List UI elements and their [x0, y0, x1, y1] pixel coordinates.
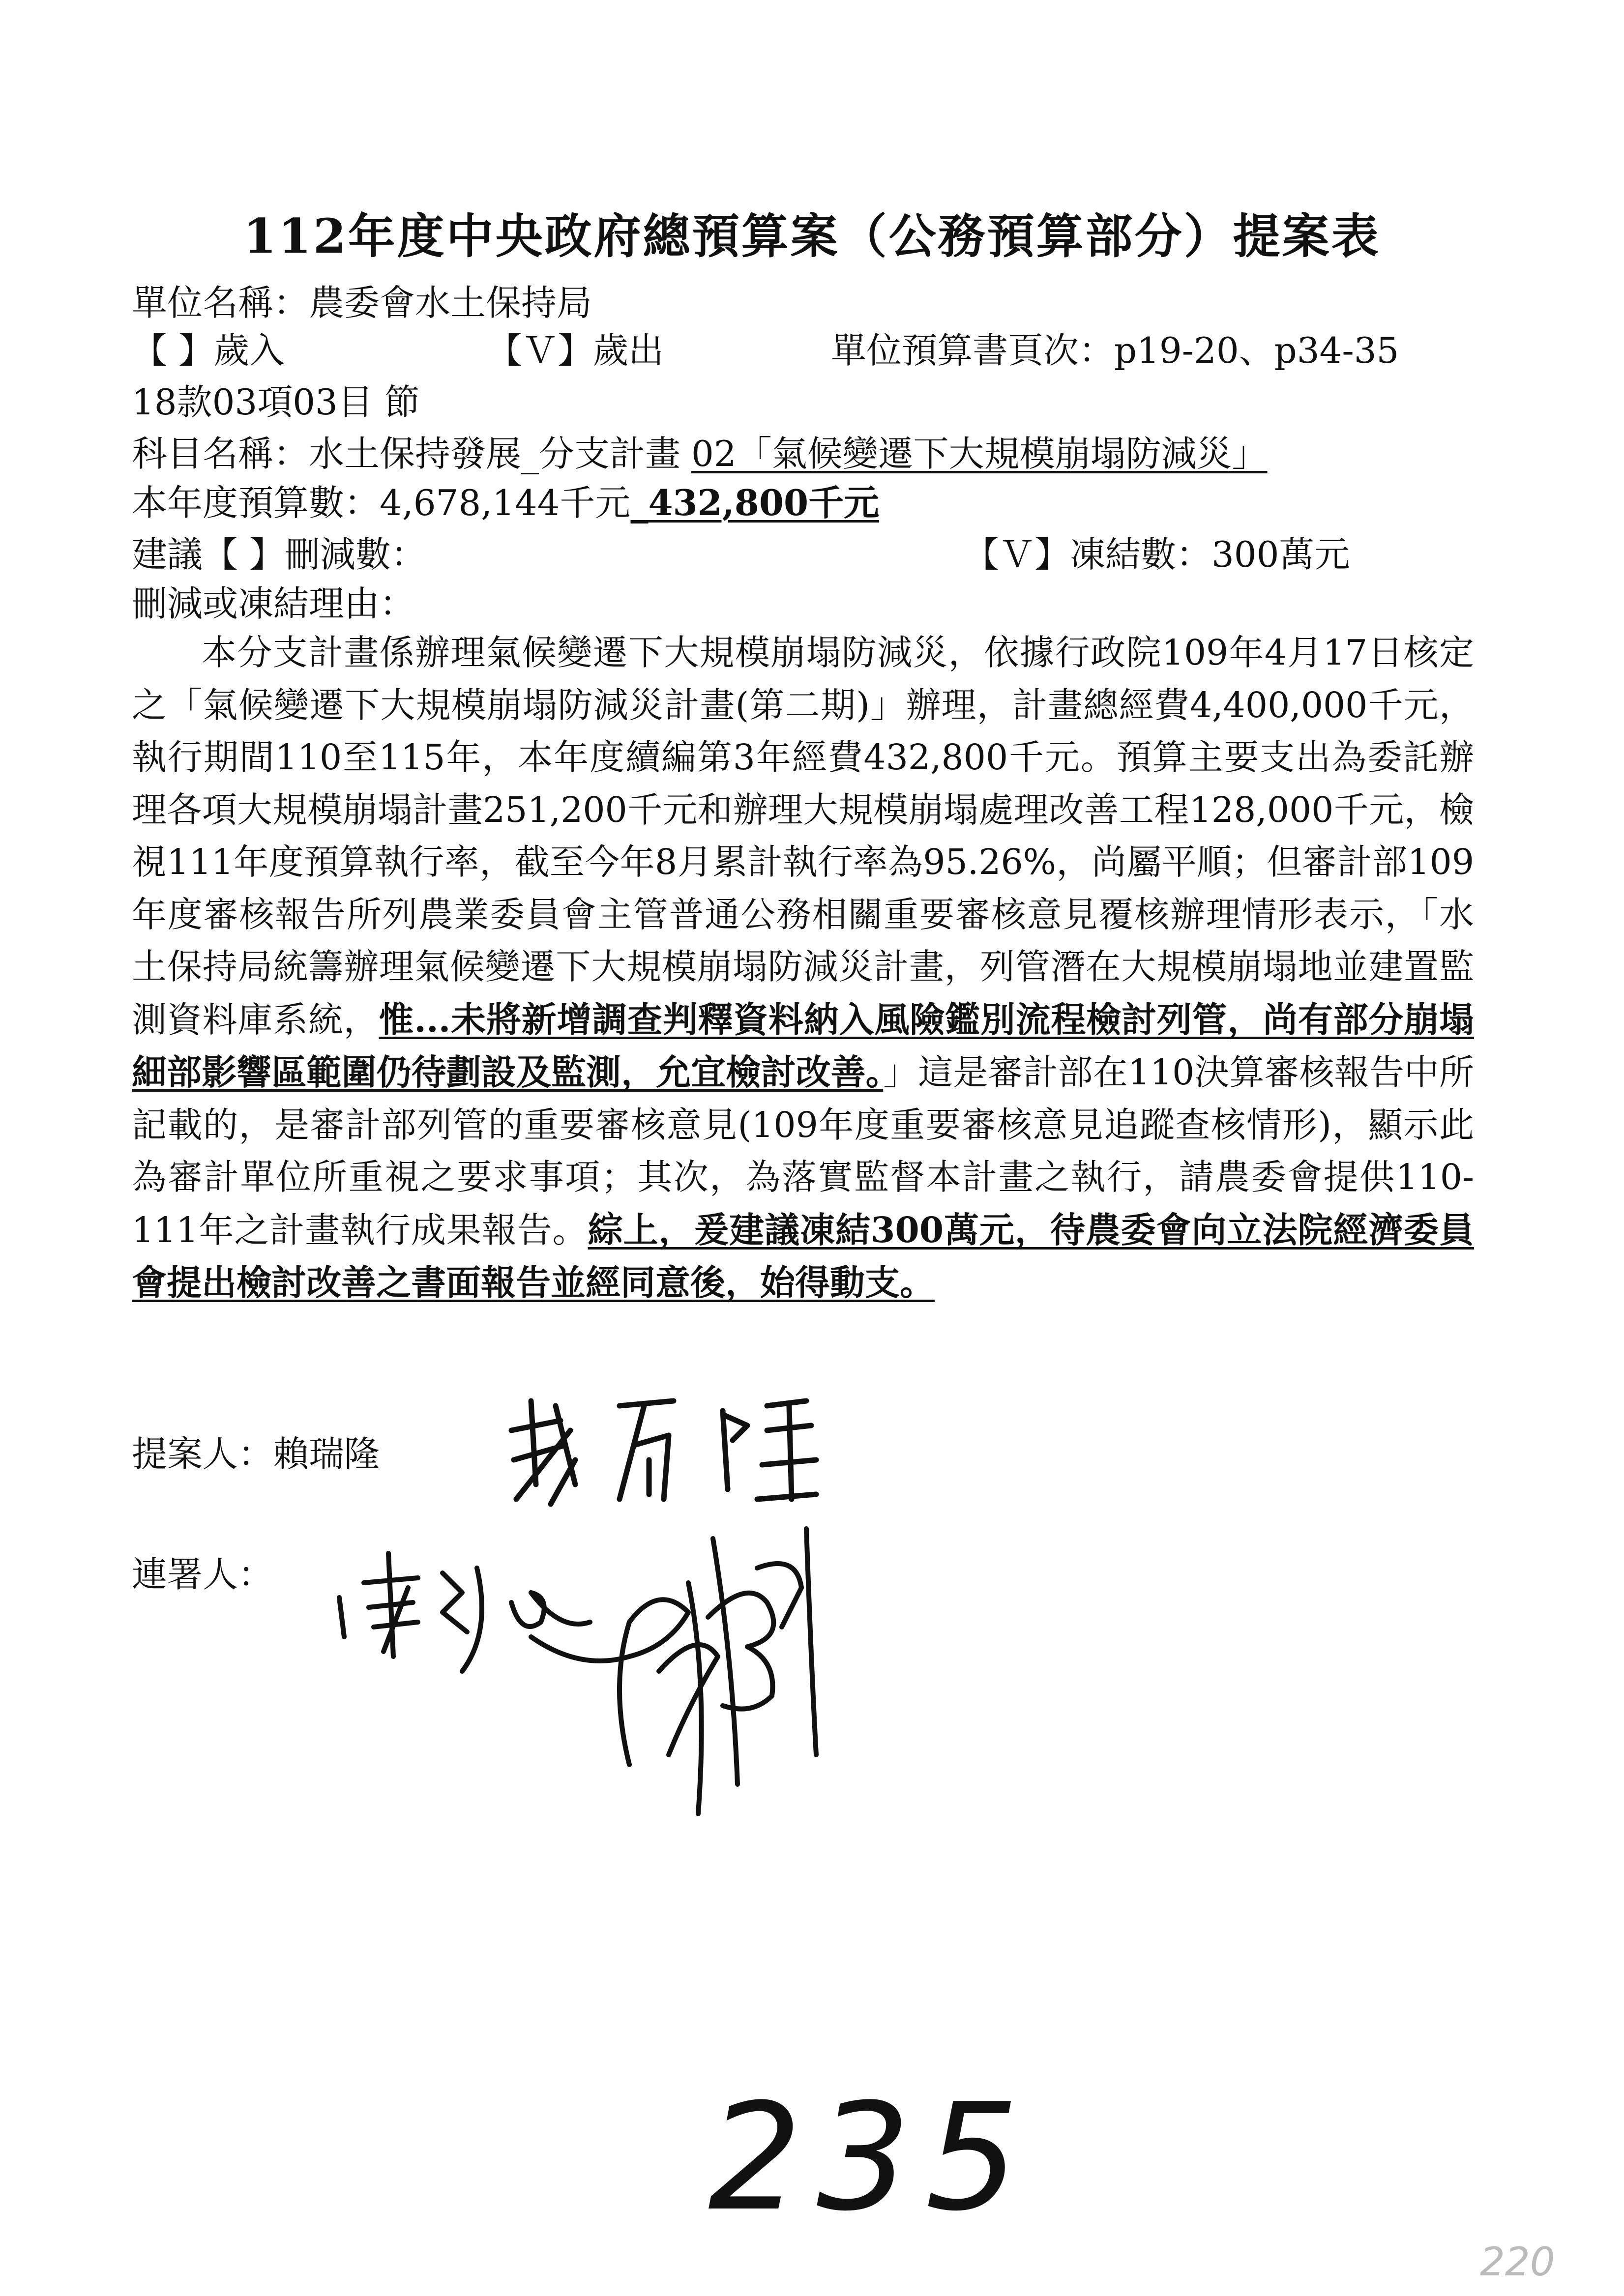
proposer-label: 提案人：賴瑞隆	[132, 1433, 380, 1475]
old-page-number: 220	[1480, 2239, 1555, 2285]
budget-amount: _432,800千元	[630, 482, 880, 523]
expenditure-checkbox: 【Ｖ】歲出	[487, 330, 664, 371]
cosigner-label: 連署人：	[132, 1554, 274, 1595]
page-number: 235	[708, 2072, 1034, 2243]
freeze-amount: 【Ｖ】凍結數：300萬元	[964, 534, 1350, 575]
reason-bold-1: 惟...未將新增調查判釋資料納入風險鑑別流程檢討列管，尚有部分崩塌細部影響區範圍仍待劃設及監測，允宜檢討改善。	[132, 998, 1474, 1093]
revenue-checkbox: 【 】歲入	[132, 330, 285, 371]
reason-paragraph	[132, 627, 1474, 1309]
subject-prefix: 科目名稱：水土保持發展_分支計畫	[132, 433, 681, 474]
cosigner-signatures	[315, 1509, 934, 1824]
budget-row	[132, 479, 879, 526]
budget-prefix: 本年度預算數：4,678,144千元	[132, 482, 631, 523]
page-reference: 單位預算書頁次：p19-20、p34-35	[831, 330, 1399, 371]
reason-text-1: 本分支計畫係辦理氣候變遷下大規模崩塌防減災，依據行政院109年4月17日核定之「氣候變遷下大規模崩塌防減災計畫(第二期)」辦理，計畫總經費4,400,000千元，執行期間110至115年，本年度續編第3年經費432,800千元。預算主要支出為委託辦理各項大規模崩塌計畫251,200千元和辦理大規模崩塌處理改善工程128,000千元，檢視111年度預算執行率，截至今年8月累計執行率為95.26%，尚屬平順；但審計部109年度審核報告所列農業委員會主管普通公務相關重要審核意見覆核辦理情形表示，「水土保持局統籌辦理氣候變遷下大規模崩塌防減災計畫，列管潛在大規模崩塌地並建置監測資料庫系統，	[132, 632, 1474, 1040]
subject-plan: 02「氣候變遷下大規模崩塌防減災」	[691, 433, 1268, 474]
reason-label: 刪減或凍結理由：	[132, 583, 415, 624]
page-title: 112年度中央政府總預算案（公務預算部分）提案表	[243, 208, 1381, 264]
suggest-cut: 建議【 】刪減數：	[132, 534, 426, 575]
type-row	[132, 327, 285, 374]
section-code: 18款03項03目 節	[132, 381, 420, 423]
reason-bold-2: 綜上，爰建議凍結300萬元，待農委會向立法院經濟委員會提出檢討改善之書面報告並經同意後，始得動支。	[132, 1209, 1474, 1303]
proposer-signature	[502, 1386, 846, 1514]
subject-row	[132, 430, 1268, 477]
reason-text-2: 」這是審計部在110決算審核報告中所記載的，是審計部列管的重要審核意見(109年度重要審核意見追蹤查核情形)，顯示此為審計單位所重視之要求事項；其次，為落實監督本計畫之執行，請農委會提供110-111年之計畫執行成果報告。	[132, 1052, 1474, 1250]
unit-name: 單位名稱：農委會水土保持局	[132, 282, 592, 323]
